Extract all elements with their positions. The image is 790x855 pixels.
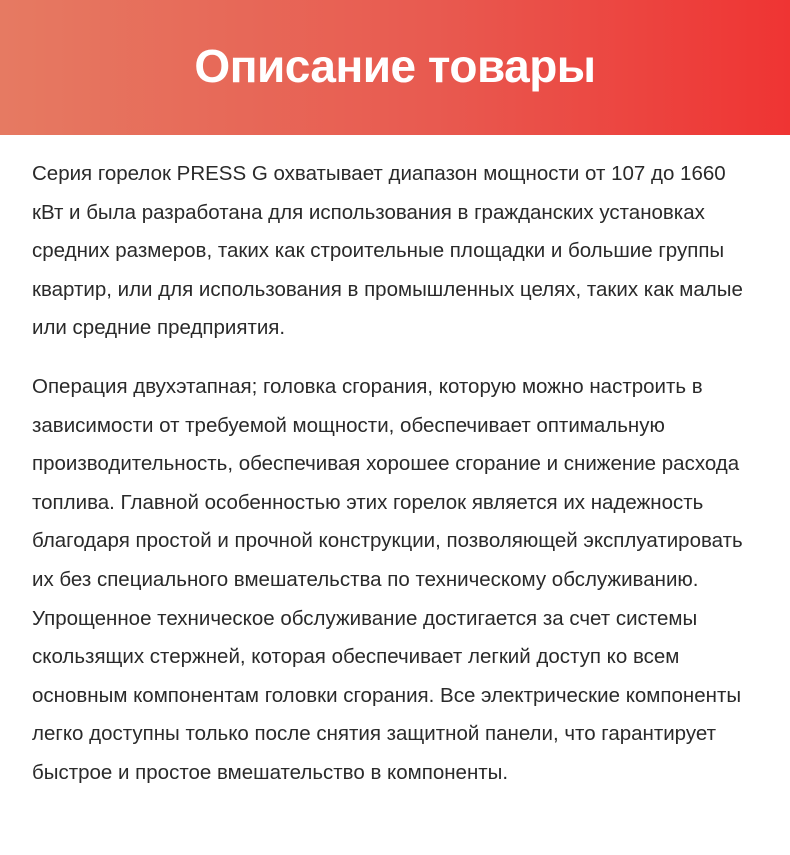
page-title: Описание товары [194, 39, 596, 92]
page-header [0, 0, 790, 135]
description-paragraph-2: Операция двухэтапная; головка сгорания, которую можно настроить в зависимости от требуемой мощности, обеспечивает оптимальную производительность, обеспечивая хорошее сгорание и снижение расхода топлива. Главной особенностью этих горелок является их надежность благодаря простой и прочной конструкции, позволяющей эксплуатировать их без специального вмешательства по техническому обслуживанию. Упрощенное техническое обслуживание достигается за счет системы скользящих стержней, которая обеспечивает легкий доступ ко всем основным компонентам головки сгорания. Все электрические компоненты легко доступны только после снятия защитной панели, что гарантирует быстрое и простое вмешательство в компоненты. [32, 374, 743, 784]
description-body [0, 135, 790, 793]
description-paragraph-1: Серия горелок PRESS G охватывает диапазон мощности от 107 до 1660 кВт и была разработана для использования в гражданских установках средних размеров, таких как строительные площадки и большие группы квартир, или для использования в промышленных целях, таких как малые или средние предприятия. [32, 162, 743, 340]
